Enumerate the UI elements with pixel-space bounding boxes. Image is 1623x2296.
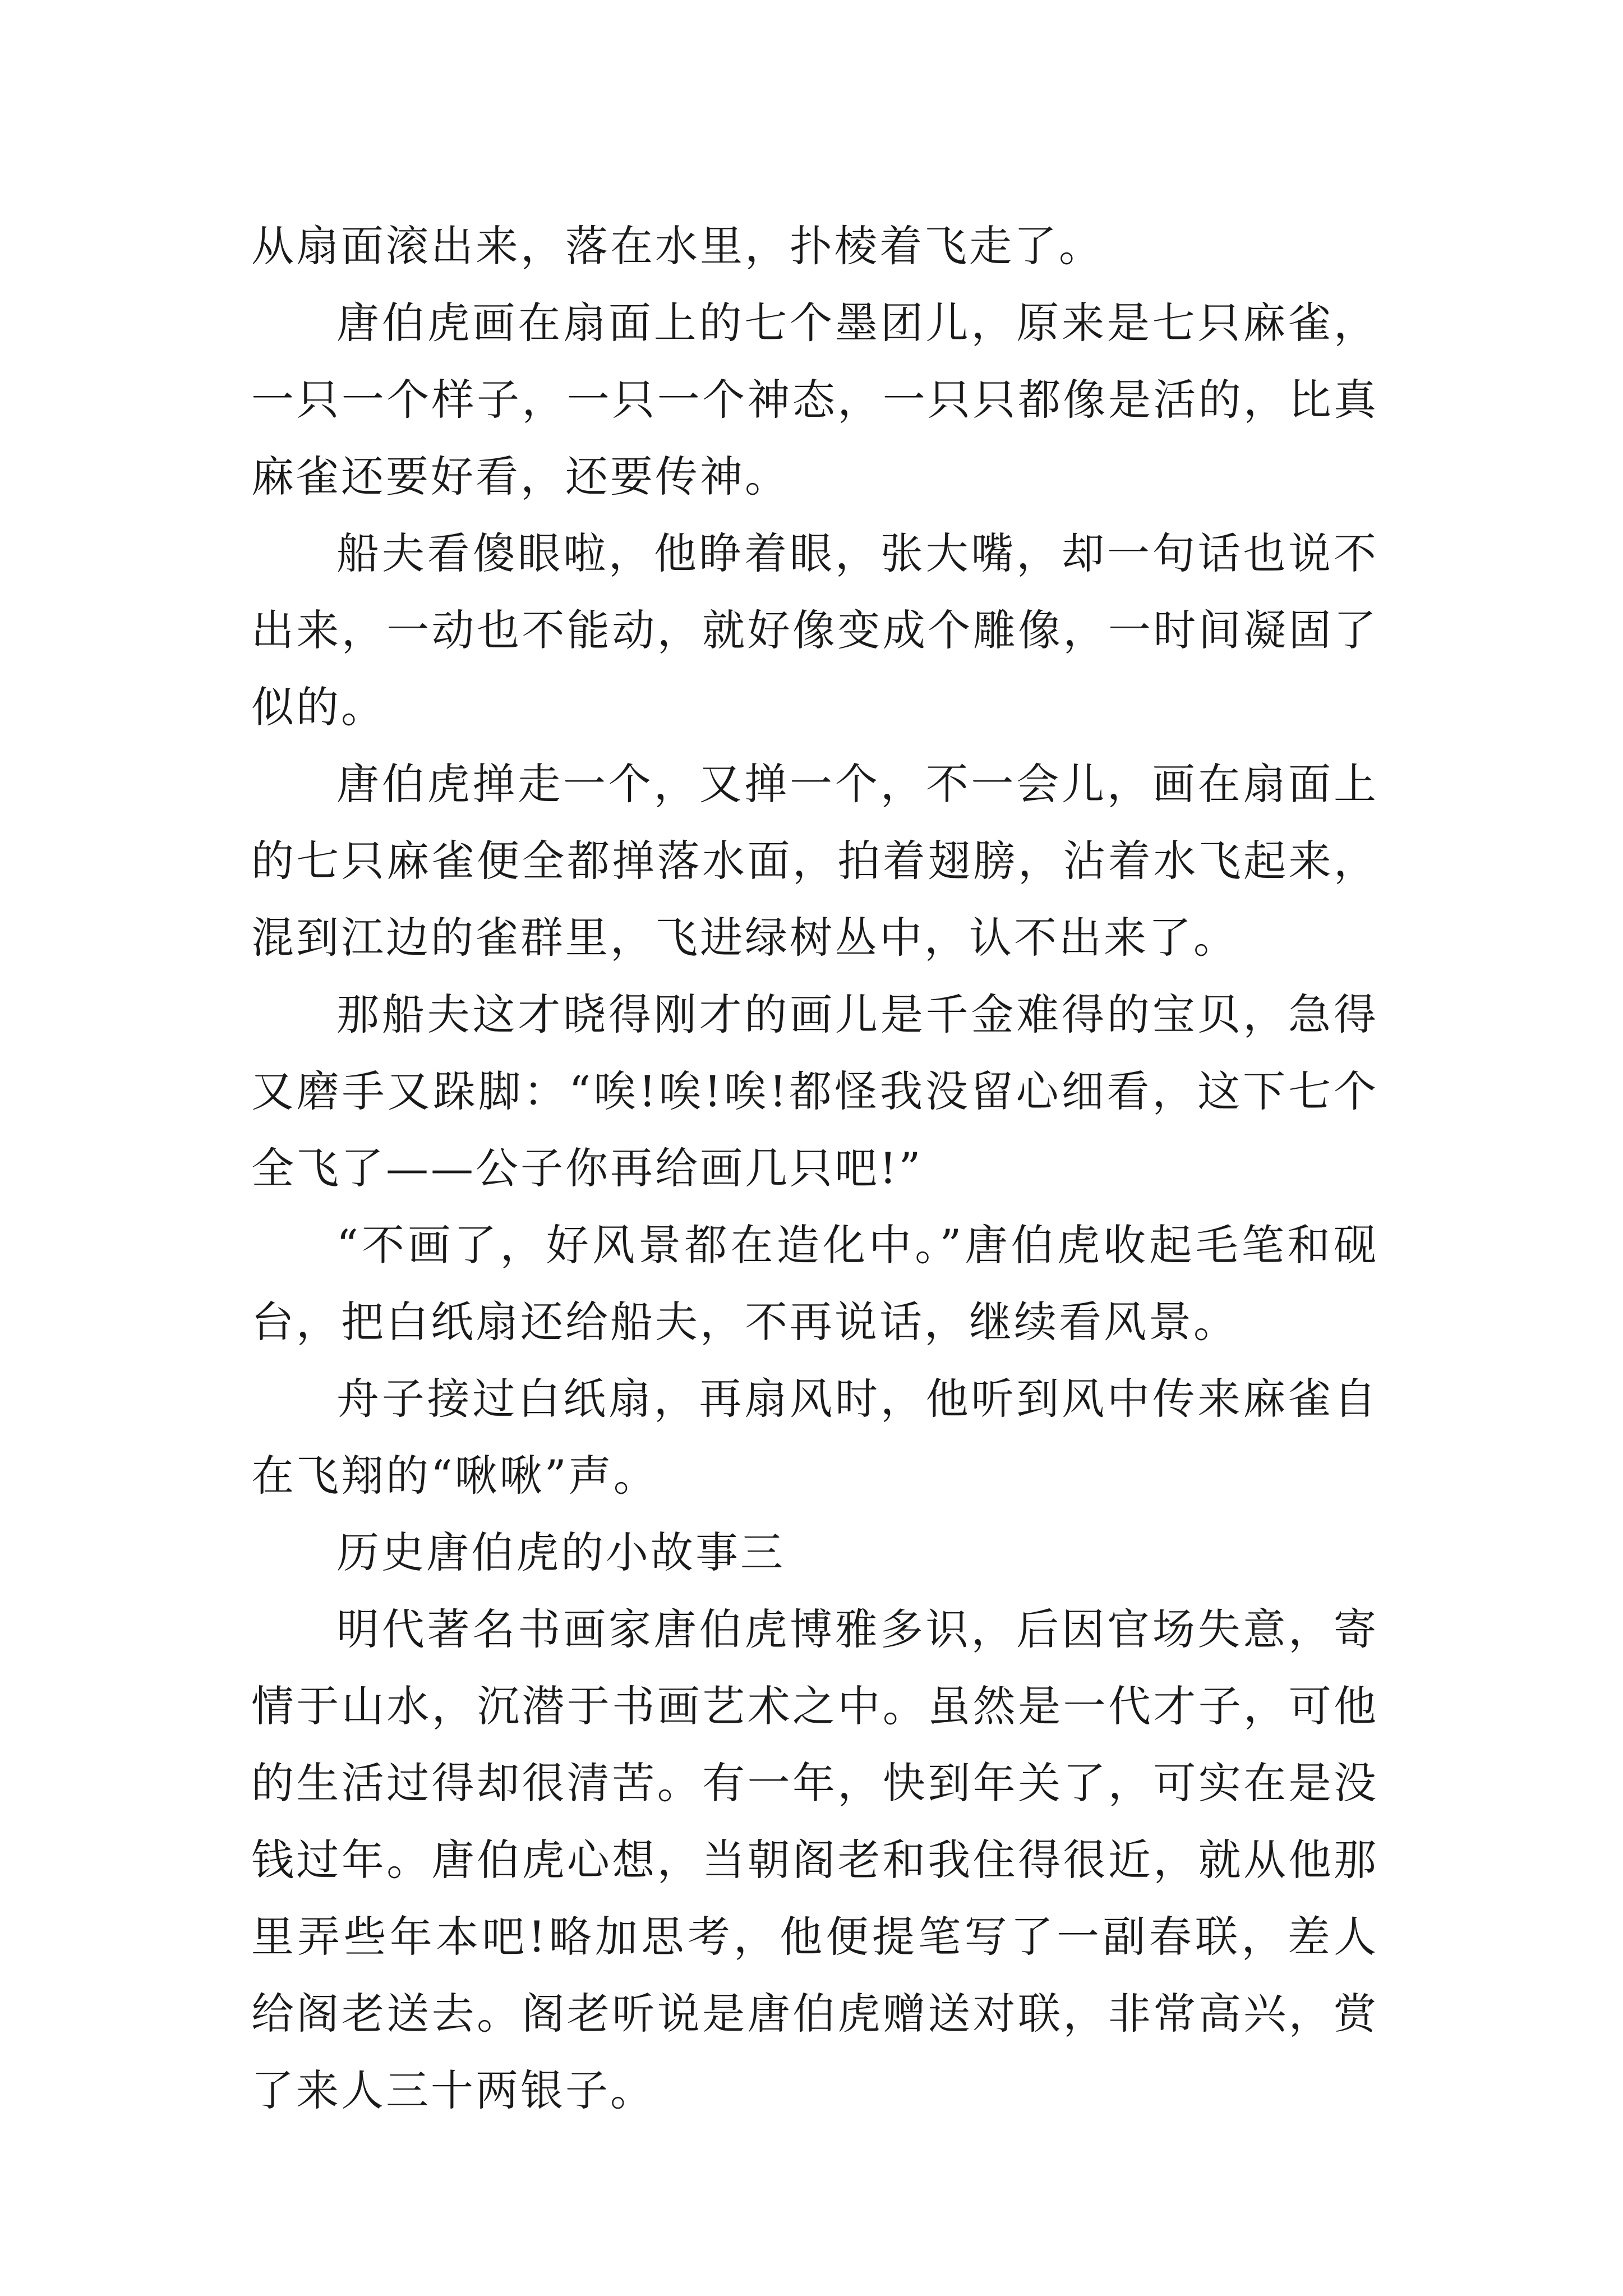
paragraph: 船夫看傻眼啦，他睁着眼，张大嘴，却一句话也说不出来，一动也不能动，就好像变成个雕像，一时间凝固了似的。	[251, 528, 1378, 732]
paragraph: 舟子接过白纸扇，再扇风时，他听到风中传来麻雀自在飞翔的“啾啾”声。	[251, 1374, 1378, 1501]
document-body	[251, 208, 1378, 2129]
paragraph: 唐伯虎画在扇面上的七个墨团儿，原来是七只麻雀，一只一个样子，一只一个神态，一只只都像是活的，比真麻雀还要好看，还要传神。	[251, 298, 1378, 501]
section-heading: 历史唐伯虎的小故事三	[336, 1527, 785, 1577]
paragraph: “不画了，好风景都在造化中。”唐伯虎收起毛笔和砚台，把白纸扇还给船夫，不再说话，继续看风景。	[251, 1220, 1378, 1347]
paragraph-continued: 从扇面滚出来，落在水里，扑棱着飞走了。	[251, 221, 1104, 271]
paragraph: 那船夫这才晓得刚才的画儿是千金难得的宝贝，急得又磨手又跺脚：“唉!唉!唉!都怪我没留心细看，这下七个全飞了——公子你再给画几只吧!”	[251, 990, 1378, 1193]
paragraph: 唐伯虎掸走一个，又掸一个，不一会儿，画在扇面上的七只麻雀便全都掸落水面，拍着翅膀，沾着水飞起来，混到江边的雀群里，飞进绿树丛中，认不出来了。	[251, 759, 1378, 963]
paragraph: 明代著名书画家唐伯虎博雅多识，后因官场失意，寄情于山水，沉潜于书画艺术之中。虽然是一代才子，可他的生活过得却很清苦。有一年，快到年关了，可实在是没钱过年。唐伯虎心想，当朝阁老和我住得很近，就从他那里弄些年本吧!略加思考，他便提笔写了一副春联，差人给阁老送去。阁老听说是唐伯虎赠送对联，非常高兴，赏了来人三十两银子。	[251, 1604, 1378, 2115]
